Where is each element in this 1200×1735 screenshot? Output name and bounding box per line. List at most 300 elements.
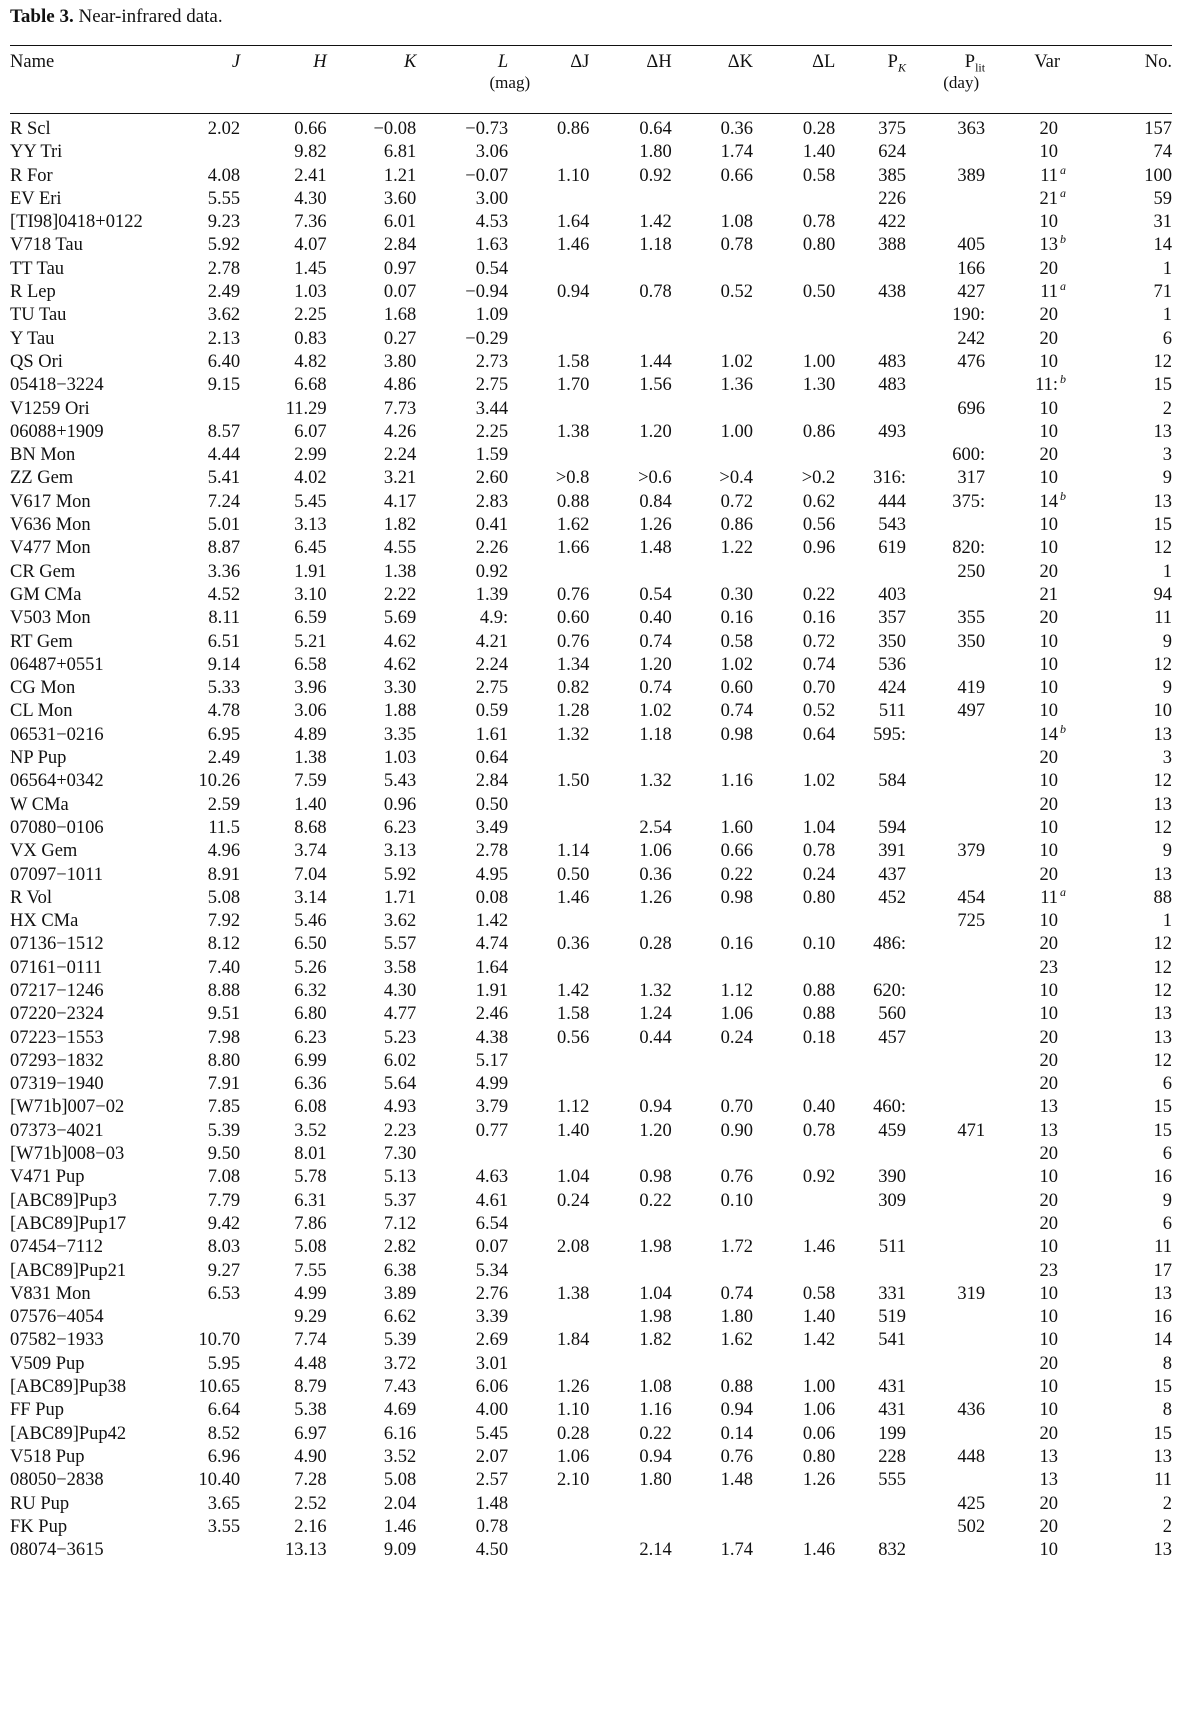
cell-no: 15: [1153, 1120, 1172, 1141]
cell-plit: 454: [957, 887, 986, 908]
cell-var-note: [1060, 374, 1088, 397]
cell-name: R Lep: [10, 282, 56, 303]
cell-j: 7.08: [207, 1167, 241, 1188]
cell-no: 15: [1153, 375, 1172, 396]
cell-dh: 0.98: [639, 1167, 672, 1188]
table-row: [10, 1353, 1172, 1376]
cell-dl: [753, 1493, 835, 1516]
cell-k: 5.64: [383, 1074, 417, 1095]
cell-h: 6.97: [294, 1423, 327, 1444]
cell-pk: [835, 747, 906, 770]
table-row: [10, 910, 1172, 933]
cell-h: 4.02: [294, 468, 327, 489]
cell-no: 10: [1153, 701, 1172, 722]
cell-k: 6.16: [383, 1423, 417, 1444]
cell-k: 1.46: [383, 1516, 417, 1537]
cell-l: 2.24: [475, 654, 509, 675]
cell-l: 5.34: [475, 1260, 509, 1281]
cell-no: 13: [1153, 1027, 1172, 1048]
cell-h: 5.38: [294, 1400, 327, 1421]
cell-name: [W71b]008−03: [10, 1144, 125, 1165]
cell-var: 10: [1039, 212, 1059, 233]
cell-plit: [906, 188, 985, 211]
cell-dl: [753, 1190, 835, 1213]
cell-k: 2.24: [383, 445, 417, 466]
cell-var-note: [1060, 185, 1088, 211]
cell-k: 5.13: [383, 1167, 417, 1188]
cell-dk: [672, 957, 753, 980]
table-row: [10, 1423, 1172, 1446]
table-row: [10, 933, 1172, 956]
cell-name: FK Pup: [10, 1516, 68, 1537]
cell-dj: 0.28: [557, 1423, 590, 1444]
cell-no: 31: [1153, 212, 1172, 233]
cell-dj: [508, 444, 589, 467]
cell-h: 3.06: [294, 701, 327, 722]
cell-dh: [589, 1516, 671, 1539]
table-row: [10, 770, 1172, 793]
cell-var-note: [1060, 654, 1088, 677]
cell-var: 13: [1039, 235, 1059, 256]
table-row: [10, 1190, 1172, 1213]
cell-name: [ABC89]Pup17: [10, 1213, 127, 1234]
header-no: No.: [1144, 52, 1172, 72]
cell-pk: 832: [878, 1540, 906, 1561]
cell-dl: 1.26: [802, 1470, 836, 1491]
cell-plit: [906, 1096, 985, 1119]
cell-no: 1: [1162, 911, 1172, 932]
cell-plit: 319: [957, 1283, 986, 1304]
cell-pk: [835, 1260, 906, 1283]
table-row: [10, 840, 1172, 863]
cell-h: 8.01: [294, 1144, 327, 1165]
cell-dh: [589, 957, 671, 980]
cell-dj: 1.58: [557, 1004, 590, 1025]
cell-k: 1.21: [383, 165, 417, 186]
cell-var: 20: [1039, 1516, 1059, 1537]
cell-dl: [753, 1050, 835, 1073]
cell-var-note: [1060, 1120, 1088, 1143]
cell-j: 9.15: [207, 375, 241, 396]
table-row: [10, 957, 1172, 980]
cell-h: 7.28: [294, 1470, 327, 1491]
cell-dk: [672, 1213, 753, 1236]
cell-dl: [753, 957, 835, 980]
cell-h: 5.26: [294, 957, 327, 978]
cell-dl: 0.88: [802, 980, 836, 1001]
cell-var: 10: [1039, 351, 1059, 372]
cell-var: 20: [1039, 119, 1059, 139]
cell-plit: [906, 1190, 985, 1213]
cell-dl: 0.24: [802, 864, 836, 885]
cell-var-note: [1060, 1399, 1088, 1422]
cell-k: 4.77: [383, 1004, 417, 1025]
cell-no: 15: [1153, 1423, 1172, 1444]
cell-dh: 0.94: [639, 1446, 672, 1467]
cell-var: 10: [1039, 631, 1059, 652]
cell-no: 71: [1153, 282, 1172, 303]
cell-h: 3.10: [294, 584, 327, 605]
cell-j: 5.39: [207, 1120, 241, 1141]
cell-pk: 357: [878, 608, 906, 629]
cell-no: 15: [1153, 1097, 1172, 1118]
cell-var: 20: [1039, 328, 1059, 349]
cell-name: 06564+0342: [10, 771, 104, 792]
cell-dk: 1.08: [720, 212, 753, 233]
cell-h: 1.91: [294, 561, 327, 582]
cell-h: 7.36: [294, 212, 327, 233]
cell-dh: 0.84: [639, 491, 672, 512]
cell-l: 2.57: [475, 1470, 509, 1491]
table-row: [10, 887, 1172, 910]
cell-name: TT Tau: [10, 258, 65, 279]
cell-var: 10: [1039, 841, 1059, 862]
cell-plit: 696: [957, 398, 986, 419]
cell-dl: 0.78: [802, 1120, 836, 1141]
cell-l: 1.42: [475, 911, 509, 932]
cell-dj: 0.50: [557, 864, 590, 885]
cell-name: V477 Mon: [10, 538, 91, 559]
cell-plit: 350: [957, 631, 986, 652]
near-infrared-table: [10, 48, 1172, 1562]
cell-dk: 1.02: [720, 351, 753, 372]
cell-l: 4.74: [475, 934, 509, 955]
cell-j: [179, 1306, 240, 1329]
cell-dj: [508, 1539, 589, 1562]
cell-var: 20: [1039, 794, 1059, 815]
cell-dk: [672, 1050, 753, 1073]
table-row: [10, 258, 1172, 281]
cell-plit: [906, 374, 985, 397]
cell-j: 3.65: [207, 1493, 241, 1514]
cell-j: 7.92: [207, 911, 241, 932]
cell-k: 5.37: [383, 1190, 417, 1211]
cell-h: 11.29: [285, 398, 327, 419]
cell-plit: [906, 584, 985, 607]
cell-dj: [508, 910, 589, 933]
cell-var: 10: [1039, 515, 1059, 536]
var-footnote-mark: a: [1060, 185, 1067, 200]
cell-dk: 0.24: [720, 1027, 753, 1048]
cell-j: 5.95: [207, 1353, 241, 1374]
cell-dj: 1.50: [557, 771, 590, 792]
cell-k: 5.57: [383, 934, 417, 955]
cell-k: 5.08: [383, 1470, 417, 1491]
cell-j: 9.42: [207, 1213, 241, 1234]
cell-var-note: [1060, 561, 1088, 584]
cell-plit: 242: [957, 328, 986, 349]
cell-dh: 1.32: [639, 980, 672, 1001]
cell-dj: [508, 1073, 589, 1096]
cell-h: 2.99: [294, 445, 327, 466]
cell-var-note: [1060, 1260, 1088, 1283]
cell-dk: [672, 1143, 753, 1166]
cell-dl: 0.86: [802, 421, 836, 442]
cell-l: 4.50: [475, 1540, 509, 1561]
cell-no: 12: [1153, 654, 1172, 675]
cell-var-note: [1060, 770, 1088, 793]
cell-dj: 1.12: [557, 1097, 590, 1118]
cell-name: V509 Pup: [10, 1353, 85, 1374]
cell-name: NP Pup: [10, 748, 67, 769]
cell-name: 07136−1512: [10, 934, 104, 955]
cell-dh: [589, 1260, 671, 1283]
cell-no: 9: [1162, 631, 1172, 652]
cell-k: 3.13: [383, 841, 417, 862]
cell-k: 4.62: [383, 631, 417, 652]
cell-pk: [835, 1493, 906, 1516]
cell-k: 1.88: [383, 701, 417, 722]
cell-name: GM CMa: [10, 584, 82, 605]
cell-dl: 0.78: [802, 841, 836, 862]
cell-h: 6.50: [294, 934, 327, 955]
cell-name: 07293−1832: [10, 1050, 104, 1071]
cell-var-note: [1060, 677, 1088, 700]
table-row: [10, 584, 1172, 607]
cell-dk: [672, 1260, 753, 1283]
cell-pk: 560: [878, 1004, 906, 1025]
cell-name: [ABC89]Pup42: [10, 1423, 127, 1444]
cell-plit: 425: [957, 1493, 986, 1514]
cell-name: 07454−7112: [10, 1237, 103, 1258]
cell-dk: 1.02: [720, 654, 753, 675]
cell-no: 1: [1162, 561, 1172, 582]
cell-h: 5.21: [294, 631, 327, 652]
cell-name: CR Gem: [10, 561, 76, 582]
cell-j: 5.92: [207, 235, 241, 256]
cell-var: 10: [1039, 398, 1059, 419]
cell-dl: 0.80: [802, 1446, 836, 1467]
cell-dk: [672, 1353, 753, 1376]
cell-k: 6.62: [383, 1307, 417, 1328]
cell-dl: 1.30: [802, 375, 836, 396]
cell-h: 3.13: [294, 515, 327, 536]
cell-dl: [753, 1073, 835, 1096]
cell-var-note: [1060, 421, 1088, 444]
cell-dk: 1.22: [720, 538, 753, 559]
cell-h: 2.25: [294, 305, 327, 326]
header-pk-sub: K: [897, 60, 906, 75]
cell-k: 6.38: [383, 1260, 417, 1281]
cell-l: 0.07: [475, 1237, 509, 1258]
cell-name: CG Mon: [10, 678, 76, 699]
header-pk: P: [887, 52, 898, 72]
cell-dj: 2.08: [557, 1237, 590, 1258]
cell-dh: [589, 1143, 671, 1166]
cell-j: 10.70: [198, 1330, 241, 1351]
table-row: [10, 607, 1172, 630]
cell-dj: 1.64: [557, 212, 590, 233]
cell-pk: 375: [878, 119, 906, 139]
cell-j: 8.87: [207, 538, 241, 559]
header-dh: ΔH: [646, 52, 672, 72]
cell-plit: 471: [957, 1120, 986, 1141]
cell-dj: 1.58: [557, 351, 590, 372]
cell-var: 10: [1039, 771, 1059, 792]
cell-j: 7.24: [207, 491, 241, 512]
cell-pk: 483: [878, 351, 906, 372]
cell-j: 6.40: [207, 351, 241, 372]
cell-dj: [508, 328, 589, 351]
cell-dl: [753, 1260, 835, 1283]
cell-no: 12: [1153, 817, 1172, 838]
cell-pk: [835, 561, 906, 584]
cell-dk: 0.16: [720, 608, 753, 629]
table-caption-label: Table 3.: [10, 6, 74, 27]
var-footnote-mark: b: [1060, 488, 1067, 503]
cell-name: 07097−1011: [10, 864, 103, 885]
cell-dj: [508, 561, 589, 584]
cell-pk: [835, 304, 906, 327]
table-row: [10, 374, 1172, 397]
cell-pk: 511: [878, 1237, 906, 1258]
cell-j: 7.79: [207, 1190, 241, 1211]
cell-name: CL Mon: [10, 701, 73, 722]
cell-j: 8.11: [208, 608, 241, 629]
cell-no: 74: [1153, 142, 1172, 163]
cell-dj: 1.40: [557, 1120, 590, 1141]
cell-dl: 1.04: [802, 817, 836, 838]
cell-l: 3.01: [475, 1353, 509, 1374]
cell-var-note: [1060, 1539, 1088, 1562]
cell-plit: [906, 141, 985, 164]
cell-no: 2: [1162, 1493, 1172, 1514]
cell-dk: 1.48: [720, 1470, 753, 1491]
cell-j: 9.50: [207, 1144, 241, 1165]
table-row: [10, 444, 1172, 467]
cell-dh: 0.74: [639, 678, 672, 699]
cell-k: 4.26: [383, 421, 417, 442]
cell-plit: [906, 514, 985, 537]
cell-j: 4.44: [207, 445, 241, 466]
cell-j: 6.51: [207, 631, 241, 652]
cell-dh: 1.42: [639, 212, 672, 233]
cell-j: 4.78: [207, 701, 241, 722]
cell-h: 2.16: [294, 1516, 327, 1537]
cell-dj: 1.26: [557, 1377, 590, 1398]
table-row: [10, 112, 1172, 141]
cell-dl: 1.42: [802, 1330, 836, 1351]
cell-no: 12: [1153, 771, 1172, 792]
cell-j: 5.41: [207, 468, 241, 489]
cell-j: 9.51: [207, 1004, 241, 1025]
cell-var: 10: [1039, 142, 1059, 163]
cell-var: 10: [1039, 980, 1059, 1001]
cell-h: 6.68: [294, 375, 327, 396]
cell-h: 2.41: [294, 165, 327, 186]
cell-pk: 619: [878, 538, 906, 559]
cell-var-note: [1060, 1306, 1088, 1329]
cell-pk: [835, 258, 906, 281]
cell-k: 5.23: [383, 1027, 417, 1048]
cell-dk: [672, 328, 753, 351]
cell-pk: [835, 444, 906, 467]
cell-dk: 0.66: [720, 841, 753, 862]
cell-dl: [753, 794, 835, 817]
cell-k: 1.68: [383, 305, 417, 326]
cell-dj: [508, 1516, 589, 1539]
cell-no: 1: [1162, 258, 1172, 279]
cell-var: 20: [1039, 864, 1059, 885]
cell-h: 9.82: [294, 142, 327, 163]
cell-dj: [508, 794, 589, 817]
cell-dl: 0.56: [802, 515, 836, 536]
cell-dk: 0.16: [720, 934, 753, 955]
cell-dj: 0.56: [557, 1027, 590, 1048]
cell-dl: 0.40: [802, 1097, 836, 1118]
table-row: [10, 398, 1172, 421]
cell-h: 7.74: [294, 1330, 327, 1351]
cell-pk: 228: [878, 1446, 906, 1467]
cell-h: 6.32: [294, 980, 327, 1001]
cell-dj: 0.76: [557, 584, 590, 605]
cell-no: 13: [1153, 724, 1172, 745]
cell-plit: [906, 1353, 985, 1376]
cell-h: 3.74: [294, 841, 327, 862]
cell-h: 5.78: [294, 1167, 327, 1188]
cell-k: 1.03: [383, 748, 417, 769]
cell-dl: 1.40: [802, 1307, 836, 1328]
cell-dj: [508, 141, 589, 164]
cell-var: 20: [1039, 1144, 1059, 1165]
cell-name: 06531−0216: [10, 724, 104, 745]
cell-j: 6.64: [207, 1400, 241, 1421]
cell-h: 7.55: [294, 1260, 327, 1281]
cell-name: BN Mon: [10, 445, 76, 466]
cell-dh: 0.94: [639, 1097, 672, 1118]
cell-no: 13: [1153, 1446, 1172, 1467]
cell-plit: [906, 1469, 985, 1492]
cell-pk: [835, 1353, 906, 1376]
cell-pk: 316:: [873, 468, 906, 489]
cell-dj: [508, 1306, 589, 1329]
table-row: [10, 631, 1172, 654]
cell-l: 2.07: [475, 1446, 509, 1467]
cell-dl: 0.64: [802, 724, 836, 745]
cell-h: 3.52: [294, 1120, 327, 1141]
header-l: L: [497, 52, 509, 72]
cell-plit: [906, 1423, 985, 1446]
cell-dj: 0.88: [557, 491, 590, 512]
cell-var: 10: [1039, 1330, 1059, 1351]
table-row: [10, 747, 1172, 770]
cell-plit: 363: [957, 119, 986, 139]
cell-plit: [906, 817, 985, 840]
cell-l: 2.60: [475, 468, 509, 489]
var-footnote-mark: b: [1060, 721, 1067, 736]
cell-var-note: [1060, 537, 1088, 560]
cell-dj: 1.46: [557, 887, 590, 908]
table-row: [10, 700, 1172, 723]
cell-dh: 2.14: [639, 1540, 672, 1561]
cell-var: 14: [1039, 491, 1059, 512]
cell-dh: 0.74: [639, 631, 672, 652]
cell-name: 07220−2324: [10, 1004, 104, 1025]
cell-dl: 0.96: [802, 538, 836, 559]
cell-var-note: [1060, 817, 1088, 840]
cell-dl: 0.70: [802, 678, 836, 699]
cell-pk: 199: [878, 1423, 906, 1444]
cell-plit: 419: [957, 678, 986, 699]
cell-l: 3.00: [475, 188, 509, 209]
cell-no: 59: [1153, 188, 1172, 209]
cell-h: 1.38: [294, 748, 327, 769]
cell-name: [TI98]0418+0122: [10, 212, 143, 233]
cell-k: 7.73: [383, 398, 417, 419]
cell-dh: 1.80: [639, 142, 672, 163]
cell-dl: [753, 747, 835, 770]
cell-k: 5.39: [383, 1330, 417, 1351]
